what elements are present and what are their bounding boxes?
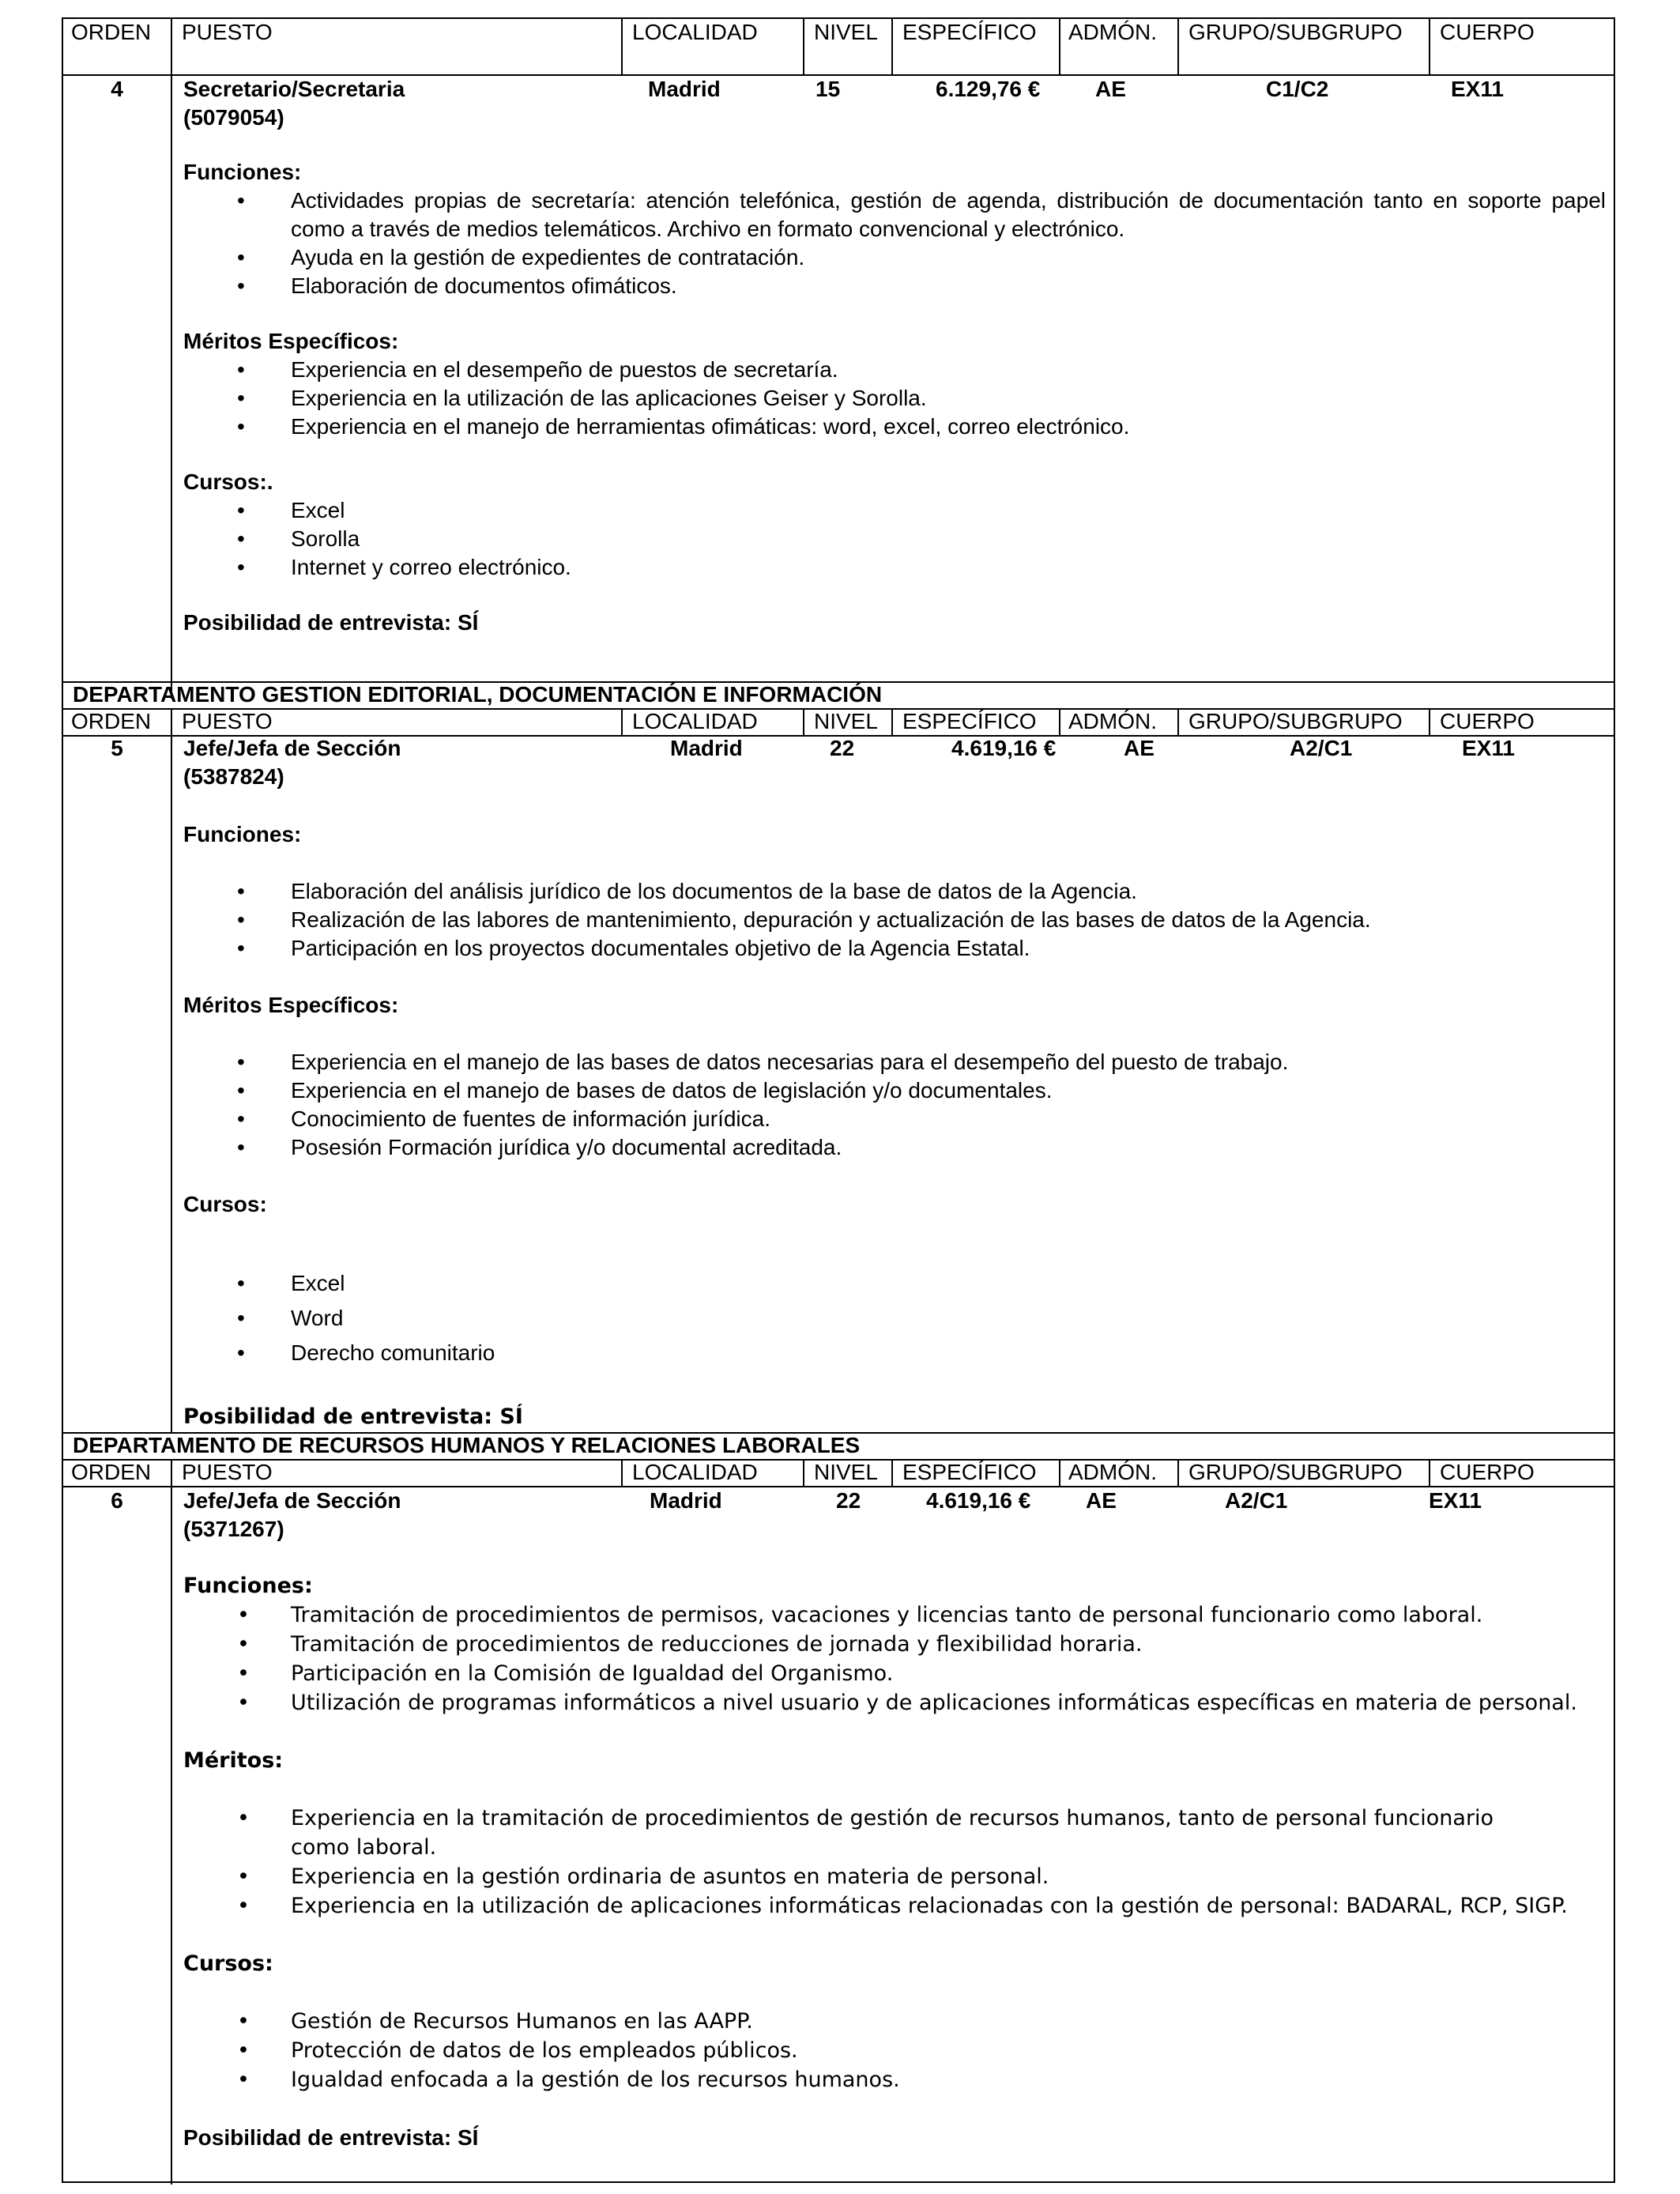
header-localidad: LOCALIDAD (632, 20, 758, 44)
list-item: • Excel (237, 498, 345, 522)
header-orden: ORDEN (71, 20, 152, 44)
post-grupo: C1/C2 (1266, 77, 1329, 101)
department-title: DEPARTAMENTO DE RECURSOS HUMANOS Y RELACIONES LABORALES (73, 1433, 861, 1457)
list-item: • Experiencia en la utilización de las aplicaciones Geiser y Sorolla. (237, 386, 927, 410)
list-item: • Experiencia en la tramitación de procedimientos de gestión de recursos humanos, tanto de personal funcionario como laboral. (237, 1806, 1494, 1860)
header-grupo: GRUPO/SUBGRUPO (1188, 709, 1403, 733)
col-divider (621, 1459, 623, 1486)
list-item: • Realización de las labores de mantenimiento, depuración y actualización de las bases de datos de la Agencia. (237, 907, 1371, 932)
list-item: • Experiencia en el desempeño de puestos de secretaría. (237, 357, 838, 382)
funciones-list (183, 877, 1606, 963)
meritos-title: Méritos Específicos: (183, 329, 399, 353)
header-puesto: PUESTO (182, 20, 273, 44)
header-cuerpo: CUERPO (1440, 20, 1535, 44)
post-especifico: 4.619,16 € (951, 736, 1057, 760)
list-item: • Excel (237, 1271, 345, 1295)
post-admon: AE (1124, 736, 1155, 760)
post-especifico: 6.129,76 € (936, 77, 1041, 101)
col-divider (803, 1459, 804, 1486)
list-item: • Sorolla (237, 526, 360, 551)
col-divider (891, 708, 893, 735)
post-admon: AE (1095, 77, 1126, 101)
entrevista: Posibilidad de entrevista: SÍ (183, 1404, 523, 1429)
col-divider (1059, 708, 1060, 735)
header-grupo: GRUPO/SUBGRUPO (1188, 20, 1403, 44)
list-item: • Experiencia en la gestión ordinaria de asuntos en materia de personal. (237, 1864, 1049, 1889)
list-item: • Conocimiento de fuentes de información jurídica. (237, 1106, 771, 1131)
post-cuerpo: EX11 (1429, 1488, 1482, 1513)
col-divider (1059, 1459, 1060, 1486)
funciones-list (183, 1600, 1606, 1717)
list-item: • Participación en los proyectos documentales objetivo de la Agencia Estatal. (237, 936, 1030, 960)
list-item: • Tramitación de procedimientos de permisos, vacaciones y licencias tanto de personal funcionario como laboral. (237, 1603, 1483, 1627)
post-puesto: Jefe/Jefa de Sección (183, 1488, 401, 1513)
col-divider (171, 708, 172, 735)
list-item: • Protección de datos de los empleados públicos. (237, 2038, 798, 2063)
post-cuerpo: EX11 (1462, 736, 1515, 760)
col-divider (1429, 19, 1430, 74)
post-orden: 4 (111, 77, 123, 101)
list-item: • Gestión de Recursos Humanos en las AAPP. (237, 2009, 753, 2034)
col-divider (621, 19, 623, 74)
meritos-title: Méritos: (183, 1748, 284, 1773)
col-divider (1059, 19, 1060, 74)
list-item: • Tramitación de procedimientos de reducciones de jornada y flexibilidad horaria. (237, 1632, 1143, 1657)
entrevista: Posibilidad de entrevista: SÍ (183, 2125, 479, 2150)
header-cuerpo: CUERPO (1440, 709, 1535, 733)
post-nivel: 15 (816, 77, 841, 101)
post-codigo: (5387824) (183, 764, 284, 789)
header-admon: ADMÓN. (1068, 709, 1157, 733)
post-localidad: Madrid (670, 736, 743, 760)
list-item: • Elaboración del análisis jurídico de los documentos de la base de datos de la Agencia. (237, 879, 1137, 903)
post-orden: 5 (111, 736, 123, 760)
col-divider (171, 1459, 172, 1486)
col-divider (171, 1486, 172, 2185)
col-divider (1429, 1459, 1430, 1486)
list-item: • Ayuda en la gestión de expedientes de contratación. (237, 245, 805, 270)
post-details (183, 820, 1606, 1370)
meritos-list (183, 1804, 1606, 1921)
header-orden: ORDEN (71, 709, 152, 733)
list-item: • Igualdad enfocada a la gestión de los recursos humanos. (237, 2068, 900, 2092)
list-item: • Word (237, 1306, 344, 1330)
funciones-title: Funciones: (183, 160, 302, 184)
header-cuerpo: CUERPO (1440, 1460, 1535, 1484)
meritos-title: Méritos Específicos: (183, 993, 399, 1017)
col-divider (171, 74, 172, 699)
meritos-list (183, 356, 1606, 441)
col-divider (803, 708, 804, 735)
cursos-title: Cursos: (183, 1192, 267, 1216)
post-cuerpo: EX11 (1451, 77, 1504, 101)
post-admon: AE (1086, 1488, 1117, 1513)
post-nivel: 22 (836, 1488, 861, 1513)
list-item: • Internet y correo electrónico. (237, 555, 571, 579)
header-localidad: LOCALIDAD (632, 709, 758, 733)
department-title: DEPARTAMENTO GESTION EDITORIAL, DOCUMENTACIÓN E INFORMACIÓN (73, 682, 883, 707)
header-especifico: ESPECÍFICO (902, 1460, 1037, 1484)
col-divider (1177, 708, 1179, 735)
header-nivel: NIVEL (814, 709, 878, 733)
post-orden: 6 (111, 1488, 123, 1513)
list-item: • Derecho comunitario (237, 1340, 495, 1365)
cursos-title: Cursos: (183, 1951, 273, 1976)
header-grupo: GRUPO/SUBGRUPO (1188, 1460, 1403, 1484)
col-divider (171, 735, 172, 1432)
entrevista: Posibilidad de entrevista: SÍ (183, 610, 479, 635)
funciones-title: Funciones: (183, 1574, 313, 1598)
list-item: • Participación en la Comisión de Igualdad del Organismo. (237, 1661, 894, 1686)
funciones-list (183, 187, 1606, 300)
list-item: • Experiencia en el manejo de bases de datos de legislación y/o documentales. (237, 1078, 1053, 1103)
funciones-title: Funciones: (183, 822, 302, 846)
post-especifico: 4.619,16 € (926, 1488, 1031, 1513)
col-divider (1177, 1459, 1179, 1486)
header-nivel: NIVEL (814, 1460, 878, 1484)
header-nivel: NIVEL (814, 20, 878, 44)
col-divider (1429, 708, 1430, 735)
header-puesto: PUESTO (182, 1460, 273, 1484)
list-item: • Experiencia en la utilización de aplicaciones informáticas relacionadas con la gestión de personal: BADARAL, RCP, SIGP. (237, 1894, 1568, 1918)
list-item: • Actividades propias de secretaría: atención telefónica, gestión de agenda, distribución de documentación tanto en soporte papel como a través de medios telemáticos. Archivo en formato convencional y electrónico. (237, 188, 1606, 241)
list-item: • Utilización de programas informáticos a nivel usuario y de aplicaciones informáticas específicas en materia de personal. (237, 1691, 1577, 1715)
post-codigo: (5079054) (183, 105, 284, 130)
header-especifico: ESPECÍFICO (902, 709, 1037, 733)
list-item: • Experiencia en el manejo de las bases de datos necesarias para el desempeño del puesto de trabajo. (237, 1050, 1289, 1074)
col-divider (1177, 19, 1179, 74)
header-admon: ADMÓN. (1068, 20, 1157, 44)
header-admon: ADMÓN. (1068, 1460, 1157, 1484)
list-item: • Posesión Formación jurídica y/o documental acreditada. (237, 1135, 842, 1159)
post-details (183, 158, 1606, 637)
post-localidad: Madrid (650, 1488, 722, 1513)
post-details (183, 1571, 1606, 2152)
col-divider (891, 19, 893, 74)
col-divider (891, 1459, 893, 1486)
header-especifico: ESPECÍFICO (902, 20, 1037, 44)
document-table (62, 17, 1615, 2183)
post-codigo: (5371267) (183, 1517, 284, 1541)
post-puesto: Secretario/Secretaria (183, 77, 405, 101)
header-puesto: PUESTO (182, 709, 273, 733)
post-nivel: 22 (830, 736, 855, 760)
list-item: • Elaboración de documentos ofimáticos. (237, 273, 677, 298)
post-grupo: A2/C1 (1225, 1488, 1288, 1513)
cursos-list (183, 2007, 1606, 2094)
list-item: • Experiencia en el manejo de herramientas ofimáticas: word, excel, correo electrónico. (237, 414, 1130, 439)
cursos-list (183, 496, 1606, 582)
cursos-title: Cursos:. (183, 469, 273, 494)
post-grupo: A2/C1 (1290, 736, 1353, 760)
col-divider (171, 19, 172, 74)
post-localidad: Madrid (648, 77, 721, 101)
col-divider (621, 708, 623, 735)
header-localidad: LOCALIDAD (632, 1460, 758, 1484)
col-divider (803, 19, 804, 74)
meritos-list (183, 1048, 1606, 1162)
cursos-list (183, 1266, 1606, 1370)
header-orden: ORDEN (71, 1460, 152, 1484)
post-puesto: Jefe/Jefa de Sección (183, 736, 401, 760)
